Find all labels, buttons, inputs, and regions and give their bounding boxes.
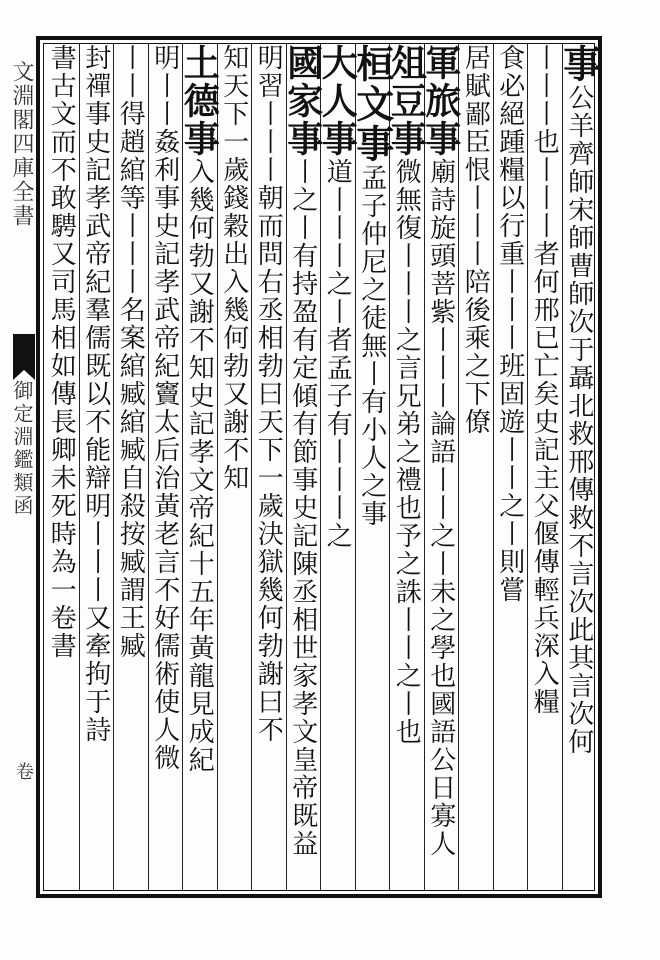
text-column xyxy=(41,44,81,890)
column-text: 孟子仲尼之徒無丨有小人之事 xyxy=(356,164,387,528)
column-text: 微無復丨丨丨之言兄弟之禮也予之誅丨丨之丨也 xyxy=(391,158,422,746)
text-column xyxy=(283,44,323,890)
column-text: 道丨丨丨之丨者孟子有丨丨丨之 xyxy=(322,158,353,550)
fishtail-mark-icon xyxy=(13,334,35,370)
text-column xyxy=(386,44,426,890)
column-text: 丨之丨有持盈有定傾有節事史記陳丞相世家孝文皇帝既益 xyxy=(287,158,318,858)
entry-heading: 大人事 xyxy=(316,44,359,158)
text-column xyxy=(110,44,150,890)
column-text: 廟詩旋頭菩紫丨丨丨論語丨丨之丨未之學也國語公日寡人 xyxy=(425,158,456,858)
column-text: 食必絕踵糧以行重丨丨丨班固遊丨丨之丨則嘗 xyxy=(494,44,525,604)
column-text: 丨丨丨也丨丨丨者何邢已亡矣史記主父偃傳輕兵深入糧 xyxy=(529,44,560,716)
text-column xyxy=(248,44,288,890)
column-text: 明丨丨姦利事史記孝武帝紀竇太后治黃老言不好儒術使人微 xyxy=(149,44,180,772)
text-column xyxy=(556,44,602,890)
text-column xyxy=(490,44,530,890)
text-column xyxy=(214,44,254,890)
text-column xyxy=(145,44,185,890)
folio-number: 卷 xyxy=(13,762,34,780)
entry-heading: 事 xyxy=(556,44,602,84)
column-text: 入幾何勃又謝不知史記孝文帝紀十五年黃龍見成紀 xyxy=(184,158,215,774)
text-column xyxy=(524,44,564,890)
column-text: 公羊齊師宋師曹師次于聶北救邢傳救不言次此其言次何 xyxy=(563,84,594,756)
column-text: 書古文而不敢騁又司馬相如傳長卿未死時為一卷書 xyxy=(46,44,77,660)
page-margin xyxy=(6,44,36,890)
column-text: 封禪事史記孝武帝紀羣儒既以不能辯明丨丨丨又牽拘于詩 xyxy=(80,44,111,744)
column-text: 居賦鄙臣恨丨丨丨陪後乘之下僚 xyxy=(460,44,491,436)
book-title: 文淵閣四庫全書 xyxy=(9,60,34,228)
entry-heading: 俎豆事 xyxy=(385,44,428,158)
text-column xyxy=(349,44,395,890)
column-text: 知天下一歲錢穀出入幾何勃又謝不知 xyxy=(218,44,249,492)
text-column xyxy=(179,44,219,890)
volume-title: 御定淵鑑類函 xyxy=(10,380,34,518)
entry-heading: 土德事 xyxy=(178,44,221,158)
text-column xyxy=(76,44,116,890)
column-text: 明習丨丨丨朝而問右丞相勃曰天下一歲決獄幾何勃謝曰不 xyxy=(253,44,284,744)
entry-heading: 軍旅事 xyxy=(419,44,462,158)
text-column xyxy=(455,44,495,890)
text-column xyxy=(421,44,461,890)
entry-heading: 國家事 xyxy=(281,44,324,158)
column-text: 丨丨得趙綰等丨丨丨名案綰臧綰臧自殺按臧謂王臧 xyxy=(115,44,146,660)
text-column xyxy=(317,44,357,890)
entry-heading: 桓文事 xyxy=(349,44,395,164)
